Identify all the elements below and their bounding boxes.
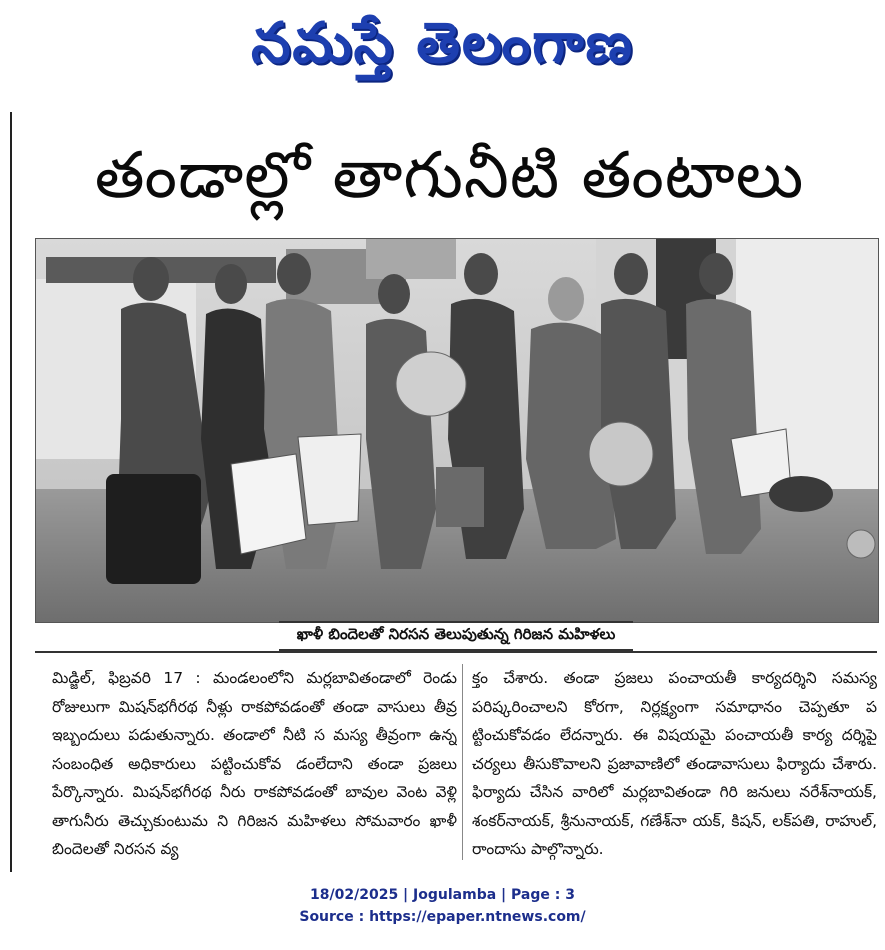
article-photo (35, 238, 879, 623)
masthead-title: నమస్తే తెలంగాణ (251, 10, 634, 76)
photo-caption: ఖాళీ బిందెలతో నిరసన తెలుపుతున్న గిరిజన మహిళలు (279, 621, 634, 651)
column-rule (10, 112, 12, 872)
article-body-right: క్తం చేశారు. తండా ప్రజలు పంచాయతీ కార్యదర్శిని సమస్య పరిష్కరించాలని కోరగా, నిర్లక్ష్యంగా సమాధానం చెప్పతూ ప ట్టించుకోవడం లేదన్నారు. ఈ విషయమై పంచాయతీ కార్య దర్శిపై చర్యలు తీసుకొవాలని ప్రజావాణిలో తండావాసులు ఫిర్యాదు చేశారు. ఫిర్యాదు చేసిన వారిలో మర్లబావితండా గిరి జనులు నరేశ్‌నాయక్, శంకర్‌నాయక్, శ్రీనునాయక్, గణేశ్‌నా యక్, కిషన్, లక్‌పతి, రాహుల్, రాందాసు పాల్గొన్నారు. (472, 669, 877, 858)
masthead (0, 0, 885, 100)
photo-caption-bar (35, 621, 877, 653)
footer-source: Source : https://epaper.ntnews.com/ (299, 909, 586, 925)
footer (0, 884, 885, 928)
article-headline: తండాల్లో తాగునీటి తంటాలు (94, 138, 805, 213)
column-divider (462, 664, 463, 860)
article-body-left: మిడ్జిల్, ఫిబ్రవరి 17 : మండలంలోని మర్లబావితండాలో రెండు రోజులుగా మిషన్‌భగీరథ నీళ్లు రాకపోవడంతో తండా వాసులు తీవ్ర ఇబ్బందులు పడుతున్నారు. తండాలో నీటి స మస్య తీవ్రంగా ఉన్న సంబంధిత అధికారులు పట్టించుకోవ డంలేదాని తండా ప్రజలు పేర్కొన్నారు. మిషన్‌భగీరథ నీరు రాకపోవడంతో బావుల వెంట వెళ్లి తాగునీరు తెచ్చుకుంటుమ ని గిరిజన మహిళలు సోమవారం ఖాళీ బిందెలతో నిరసన వ్య (52, 669, 457, 858)
footer-date-edition: 18/02/2025 | Jogulamba | Page : 3 (310, 887, 575, 903)
